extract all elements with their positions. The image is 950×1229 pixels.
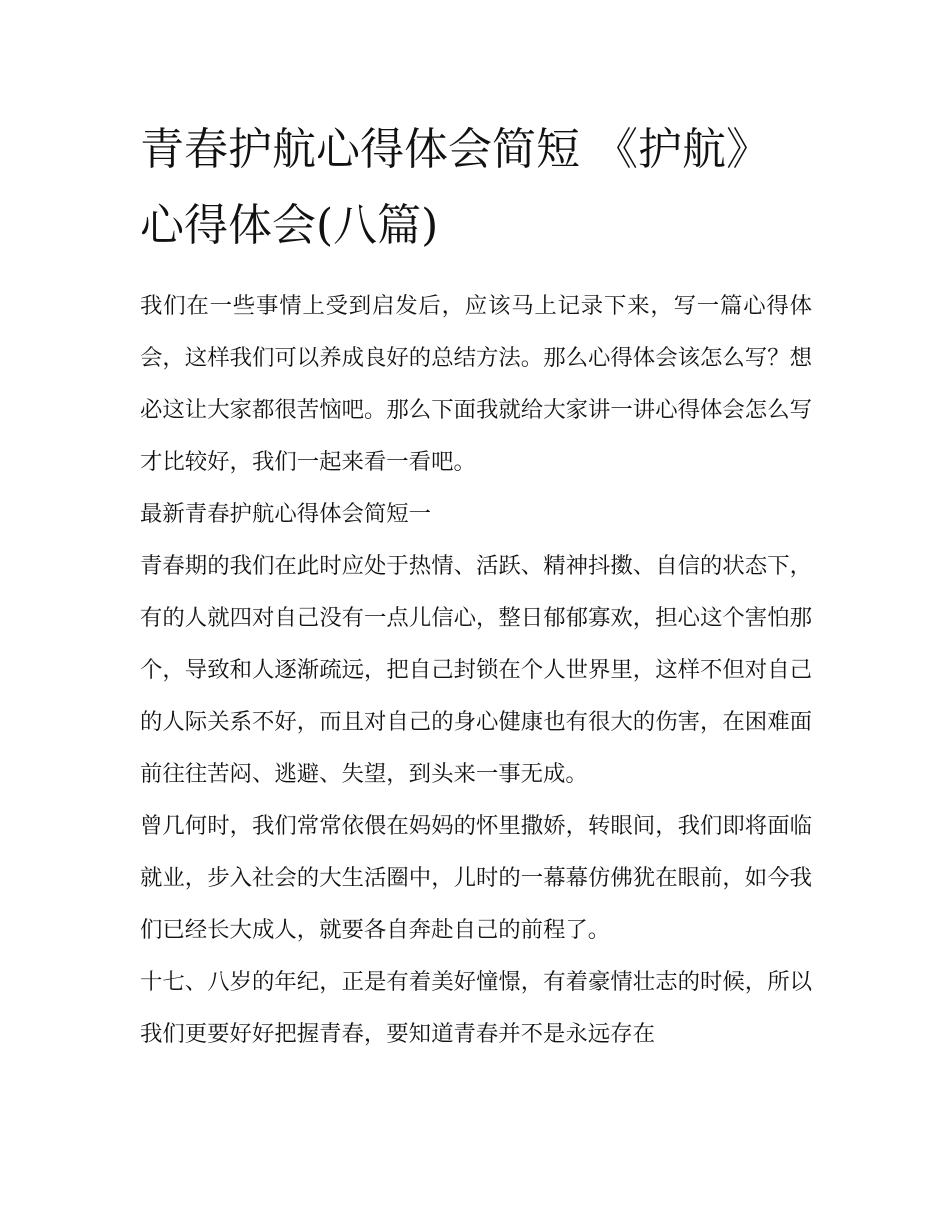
body-paragraph: 十七、八岁的年纪，正是有着美好憧憬，有着豪情壮志的时候，所以我们更要好好把握青春，要知道青春并不是永远存在: [140, 969, 812, 1047]
body-paragraph: 曾几何时，我们常常依偎在妈妈的怀里撒娇，转眼间，我们即将面临就业，步入社会的大生活圈中，儿时的一幕幕仿佛犹在眼前，如今我们已经长大成人，就要各自奔赴自己的前程了。: [140, 813, 812, 943]
section-heading: 最新青春护航心得体会简短一: [140, 501, 432, 527]
document-content: [140, 112, 812, 1060]
body-paragraph: 青春期的我们在此时应处于热情、活跃、精神抖擞、自信的状态下，有的人就四对自己没有一点儿信心，整日郁郁寡欢，担心这个害怕那个，导致和人逐渐疏远，把自己封锁在个人世界里，这样不但对自己的人际关系不好，而且对自己的身心健康也有很大的伤害，在困难面前往往苦闷、逃避、失望，到头来一事无成。: [140, 553, 812, 787]
intro-paragraph: 我们在一些事情上受到启发后，应该马上记录下来，写一篇心得体会，这样我们可以养成良好的总结方法。那么心得体会该怎么写？想必这让大家都很苦恼吧。那么下面我就给大家讲一讲心得体会怎么写才比较好，我们一起来看一看吧。: [140, 293, 812, 475]
document-title: 青春护航心得体会简短 《护航》心得体会(八篇): [140, 124, 770, 251]
